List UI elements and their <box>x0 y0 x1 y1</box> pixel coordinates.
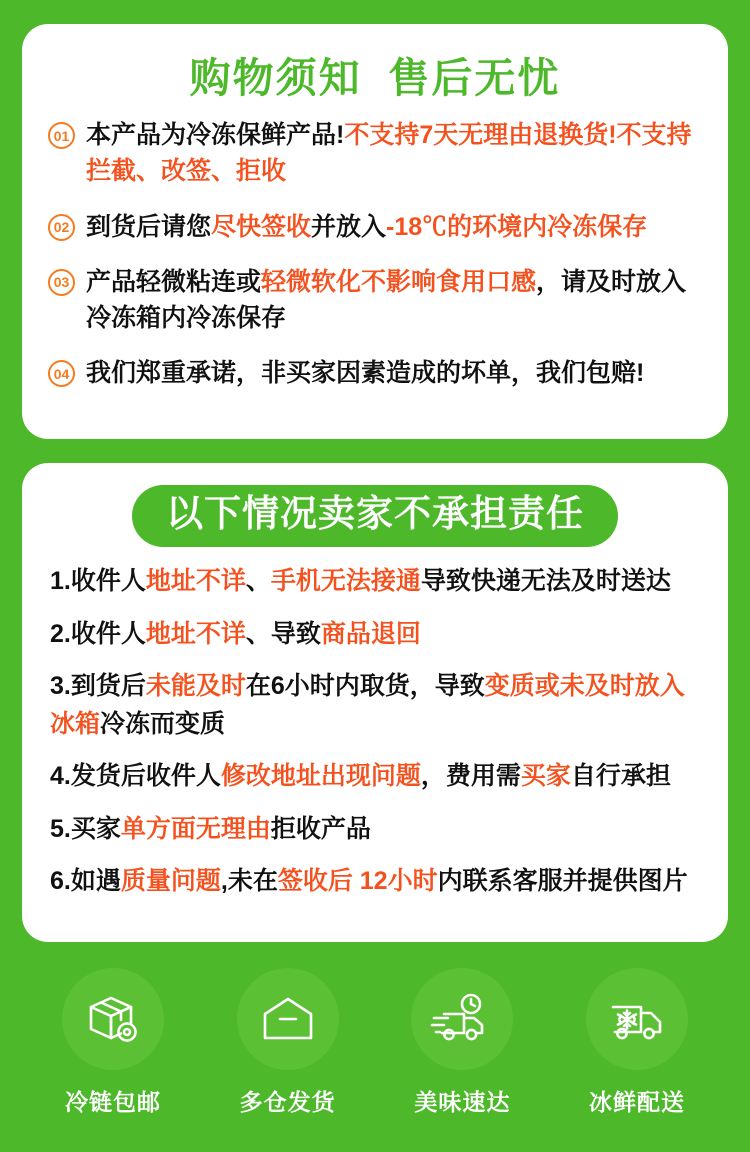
highlight-text: 签收后 12小时 <box>277 867 438 896</box>
notice-item <box>48 355 702 391</box>
plain-text: 我们郑重承诺，非买家因素造成的坏单，我们包赔! <box>86 359 645 388</box>
plain-text: 拒收产品 <box>270 814 371 843</box>
frozen-truck-icon <box>586 968 688 1070</box>
liability-title: 以下情况卖家不承担责任 <box>132 485 618 548</box>
notice-item <box>48 117 702 190</box>
notice-number-badge: 01 <box>48 122 75 149</box>
plain-text: 在6小时内取货，导致 <box>245 672 485 701</box>
highlight-text: 不支持7天无理由退换货!不支持拦截、改签、拒收 <box>86 121 692 186</box>
highlight-text: 修改地址出现问题 <box>220 762 421 791</box>
plain-text: 本产品为冷冻保鲜产品! <box>86 121 345 150</box>
feature-label: 冷链包邮 <box>65 1088 161 1115</box>
plain-text: ，费用需 <box>420 762 521 791</box>
liability-list <box>48 563 702 901</box>
shopping-notice-card <box>22 24 728 439</box>
liability-item <box>50 616 700 654</box>
plain-text: 6.如遇 <box>50 867 121 896</box>
plain-text: 5.买家 <box>50 814 121 843</box>
feature-badges <box>22 968 728 1117</box>
notice-item <box>48 264 702 337</box>
feature-item <box>562 968 712 1117</box>
plain-text: 自行承担 <box>570 762 671 791</box>
liability-item <box>50 563 700 601</box>
highlight-text: 手机无法接通 <box>270 567 421 596</box>
warehouse-icon <box>237 968 339 1070</box>
highlight-text: 未能及时 <box>145 672 246 701</box>
notice-item-text <box>86 355 644 391</box>
fast-delivery-truck-icon <box>411 968 513 1070</box>
highlight-text: 商品退回 <box>320 619 421 648</box>
feature-item <box>387 968 537 1117</box>
feature-label: 美味速达 <box>414 1088 511 1115</box>
feature-label: 冰鲜配送 <box>588 1088 685 1115</box>
plain-text: 冷冻而变质 <box>100 709 226 738</box>
highlight-text: 地址不详 <box>145 619 246 648</box>
liability-title-wrap <box>48 485 702 548</box>
plain-text: 、导致 <box>245 619 321 648</box>
plain-text: 、 <box>245 567 271 596</box>
highlight-text: 买家 <box>520 762 571 791</box>
feature-item <box>213 968 363 1117</box>
highlight-text: 尽快签收 <box>211 212 312 241</box>
plain-text: 到货后请您 <box>86 212 212 241</box>
highlight-text: 变质或未及时放入冰箱 <box>50 672 685 738</box>
liability-item <box>50 758 700 796</box>
plain-text: ,未在 <box>220 867 278 896</box>
liability-card <box>22 463 728 942</box>
notice-number-badge: 03 <box>48 269 75 296</box>
plain-text: 2.收件人 <box>50 619 146 648</box>
liability-item <box>50 863 700 901</box>
plain-text: 并放入 <box>311 212 387 241</box>
plain-text: 4.发货后收件人 <box>50 762 221 791</box>
plain-text: 3.到货后 <box>50 672 146 701</box>
liability-item <box>50 811 700 849</box>
highlight-text: 轻微软化不影响食用口感 <box>261 267 537 296</box>
feature-item <box>38 968 188 1117</box>
plain-text: ，请及时放入冷冻箱内冷冻保存 <box>86 267 687 333</box>
notice-list <box>48 117 702 392</box>
highlight-text: -18℃的环境内冷冻保存 <box>386 212 648 241</box>
notice-number-badge: 02 <box>48 214 75 241</box>
notice-item-text <box>86 209 647 245</box>
package-box-icon <box>62 968 164 1070</box>
plain-text: 产品轻微粘连或 <box>86 267 262 296</box>
liability-item <box>50 668 700 743</box>
notice-item <box>48 209 702 245</box>
feature-label: 多仓发货 <box>239 1088 336 1115</box>
notice-item-text <box>86 264 702 337</box>
plain-text: 内联系客服并提供图片 <box>437 867 688 896</box>
notice-item-text <box>86 117 702 190</box>
highlight-text: 单方面无理由 <box>120 814 271 843</box>
plain-text: 1.收件人 <box>50 567 146 596</box>
highlight-text: 地址不详 <box>145 567 246 596</box>
page-title: 购物须知 售后无忧 <box>189 55 561 101</box>
highlight-text: 质量问题 <box>120 867 221 896</box>
notice-number-badge: 04 <box>48 360 75 387</box>
plain-text: 导致快递无法及时送达 <box>420 567 671 596</box>
